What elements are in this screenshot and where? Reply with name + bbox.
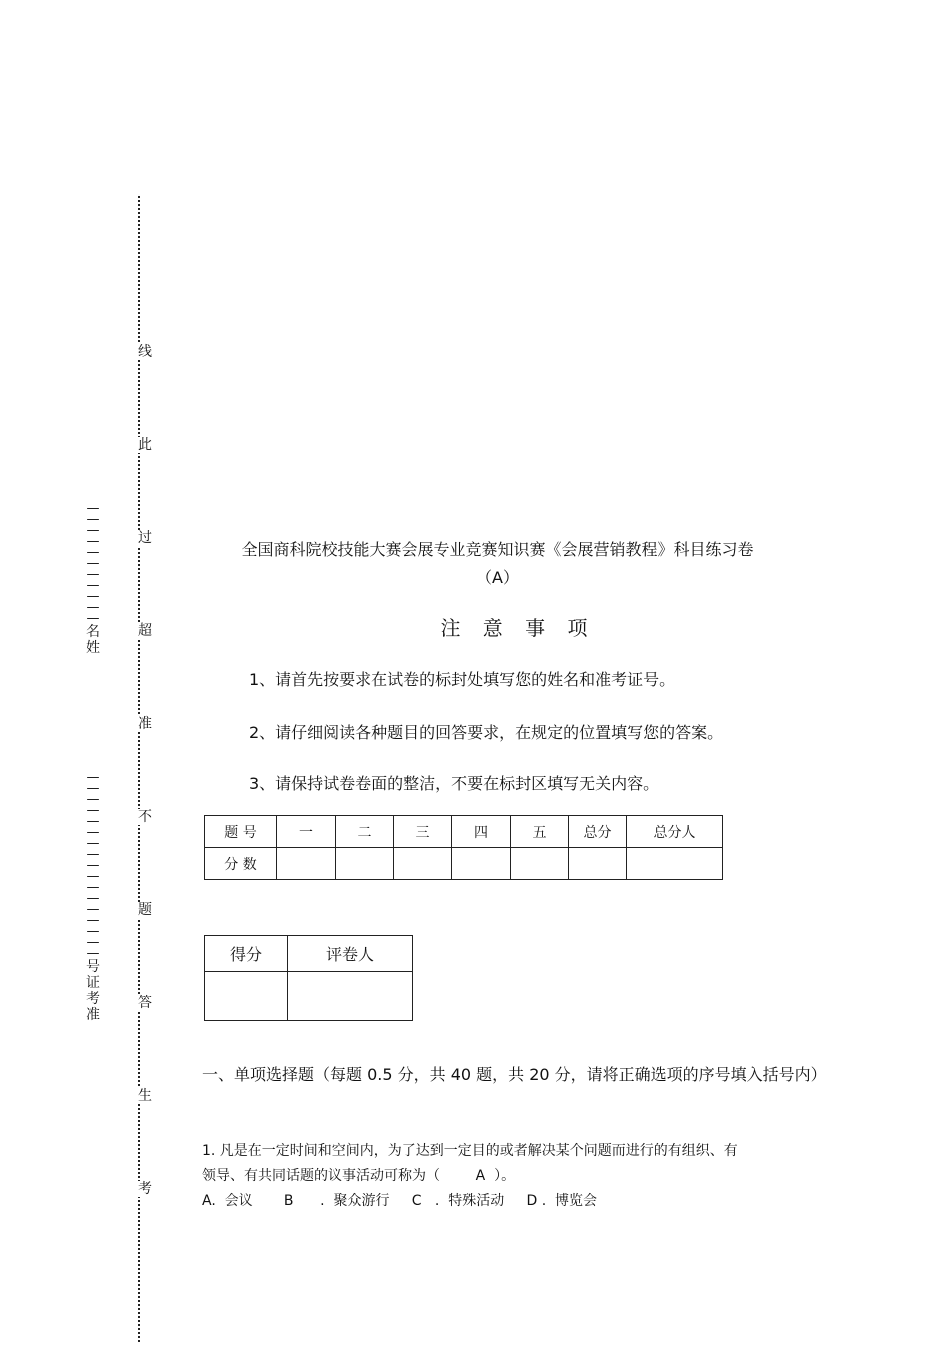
- seal-char: 考: [138, 1181, 152, 1197]
- score-input-cell[interactable]: [569, 848, 627, 880]
- score-header-cell: 一: [277, 816, 336, 848]
- score-input-cell[interactable]: [277, 848, 336, 880]
- score-header-cell: 总分: [569, 816, 627, 848]
- exam-number-field[interactable]: [85, 772, 101, 1023]
- notice-item: 1、请首先按要求在试卷的标封处填写您的姓名和准考证号。: [249, 670, 676, 689]
- score-header-cell: 题 号: [205, 816, 277, 848]
- grader-score-cell[interactable]: [205, 972, 288, 1021]
- name-label: 名姓: [86, 624, 100, 656]
- grader-name-cell[interactable]: [288, 972, 413, 1021]
- score-input-cell[interactable]: [394, 848, 452, 880]
- grader-name-header: 评卷人: [288, 936, 413, 972]
- exam-number-blank-line: — — — — — — — — — — — — — — — — —: [86, 770, 100, 961]
- score-input-cell[interactable]: [452, 848, 511, 880]
- score-header-cell: 四: [452, 816, 511, 848]
- seal-char: 线: [138, 344, 152, 360]
- seal-char: 准: [138, 716, 152, 732]
- grader-input-row: [205, 972, 413, 1021]
- seal-char: 生: [138, 1088, 152, 1104]
- seal-char: 答: [138, 995, 152, 1011]
- exam-title-line1: 全国商科院校技能大赛会展专业竞赛知识赛《会展营销教程》科目练习卷: [241, 540, 754, 559]
- seal-char: 超: [138, 623, 152, 639]
- grader-header-row: [205, 936, 413, 972]
- name-field[interactable]: [85, 503, 101, 656]
- question-1-options: A. 会议 B . 聚众游行 C . 特殊活动 D . 博览会: [202, 1193, 598, 1209]
- section-title: 一、单项选择题（每题 0.5 分，共 40 题，共 20 分，请将正确选项的序号填入括号内）: [202, 1065, 827, 1084]
- seal-char: 题: [138, 902, 152, 918]
- score-input-cell[interactable]: [627, 848, 723, 880]
- exam-title: [200, 536, 795, 592]
- grader-table: [204, 935, 413, 1021]
- notice-heading: 注 意 事 项: [440, 616, 596, 640]
- notice-item: 3、请保持试卷卷面的整洁，不要在标封区填写无关内容。: [249, 774, 660, 793]
- score-header-cell: 五: [511, 816, 569, 848]
- seal-char: 不: [138, 809, 152, 825]
- score-table: [204, 815, 723, 880]
- seal-char: 此: [138, 437, 152, 453]
- exam-title-line2: （A）: [476, 568, 519, 587]
- binding-dotted-line: [138, 196, 140, 1342]
- exam-number-label: 号证考准: [86, 959, 100, 1023]
- score-table-header-row: [205, 816, 723, 848]
- notice-item: 2、请仔细阅读各种题目的回答要求，在规定的位置填写您的答案。: [249, 723, 724, 742]
- name-blank-line: — — — — — — — — — — —: [86, 501, 100, 626]
- score-header-cell: 三: [394, 816, 452, 848]
- grader-score-header: 得分: [205, 936, 288, 972]
- question-1-line2: 领导、有共同话题的议事活动可称为（ A ）。: [202, 1168, 516, 1184]
- score-header-cell: 二: [336, 816, 394, 848]
- score-table-score-row: [205, 848, 723, 880]
- question-1-line1: 1. 凡是在一定时间和空间内，为了达到一定目的或者解决某个问题而进行的有组织、有: [202, 1143, 738, 1159]
- score-row-label: 分 数: [205, 848, 277, 880]
- score-header-cell: 总分人: [627, 816, 723, 848]
- score-input-cell[interactable]: [336, 848, 394, 880]
- score-input-cell[interactable]: [511, 848, 569, 880]
- seal-char: 过: [138, 530, 152, 546]
